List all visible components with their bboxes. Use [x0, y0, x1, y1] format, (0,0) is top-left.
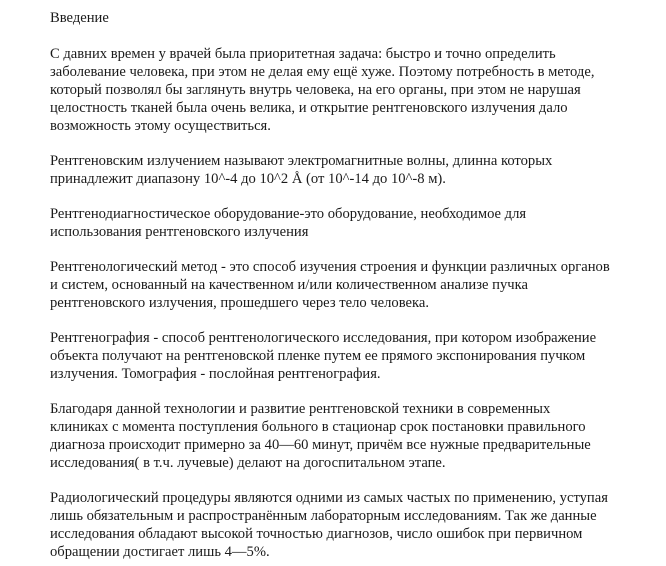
paragraph-line: возможность этому осуществиться.: [50, 118, 271, 134]
paragraph-equipment: [50, 205, 658, 241]
paragraph-procedures: [50, 489, 658, 561]
paragraph-line: заболевание человека, при этом не делая ему ещё хуже. Поэтому потребность в методе,: [50, 64, 595, 80]
paragraph-line: Рентгеновским излучением называют электромагнитные волны, длинна которых: [50, 153, 553, 169]
paragraph-line: исследования( в т.ч. лучевые) делают на догоспитальном этапе.: [50, 455, 446, 471]
paragraph-line: рентгеновского излучения, прошедшего через тело человека.: [50, 295, 430, 311]
paragraph-line: излучения. Томография - послойная рентгенография.: [50, 366, 381, 382]
paragraph-line: Рентгенологический метод - это способ изучения строения и функции различных органов: [50, 259, 610, 275]
paragraph-line: использования рентгеновского излучения: [50, 224, 309, 240]
document-heading: Введение: [50, 10, 109, 26]
paragraph-method: [50, 258, 658, 312]
paragraph-line: объекта получают на рентгеновской пленке путем ее прямого экспонирования пучком: [50, 348, 586, 364]
paragraph-line: Радиологический процедуры являются одними из самых частых по применению, уступая: [50, 490, 608, 506]
paragraph-line: принадлежит диапазону 10^-4 до 10^2 Å (от 10^-14 до 10^-8 м).: [50, 171, 446, 187]
paragraph-line: диагноза происходит примерно за 40—60 минут, причём все нужные предварительные: [50, 437, 591, 453]
paragraph-xray-definition: [50, 152, 658, 188]
paragraph-line: и систем, основанный на качественном и/или количественном анализе пучка: [50, 277, 528, 293]
paragraph-intro: [50, 45, 658, 135]
paragraph-line: целостность тканей была очень велика, и открытие рентгеновского излучения дало: [50, 100, 568, 116]
paragraph-line: клиниках с момента поступления больного в стационар срок постановки правильного: [50, 419, 586, 435]
paragraph-radiography: [50, 329, 658, 383]
paragraph-line: Рентгенодиагностическое оборудование-это оборудование, необходимое для: [50, 206, 527, 222]
paragraph-line: который позволял бы заглянуть внутрь человека, на его органы, при этом не нарушая: [50, 82, 581, 98]
paragraph-line: обращении достигает лишь 4—5%.: [50, 544, 270, 560]
paragraph-line: Благодаря данной технологии и развитие рентгеновской техники в современных: [50, 401, 551, 417]
paragraph-technology: [50, 400, 658, 472]
paragraph-line: лишь обязательным и распространённым лабораторным исследованиям. Так же данные: [50, 508, 597, 524]
paragraph-line: исследования обладают высокой точностью диагнозов, число ошибок при первичном: [50, 526, 583, 542]
paragraph-line: Рентгенография - способ рентгенологического исследования, при котором изображение: [50, 330, 597, 346]
paragraph-line: С давних времен у врачей была приоритетная задача: быстро и точно определить: [50, 46, 556, 62]
